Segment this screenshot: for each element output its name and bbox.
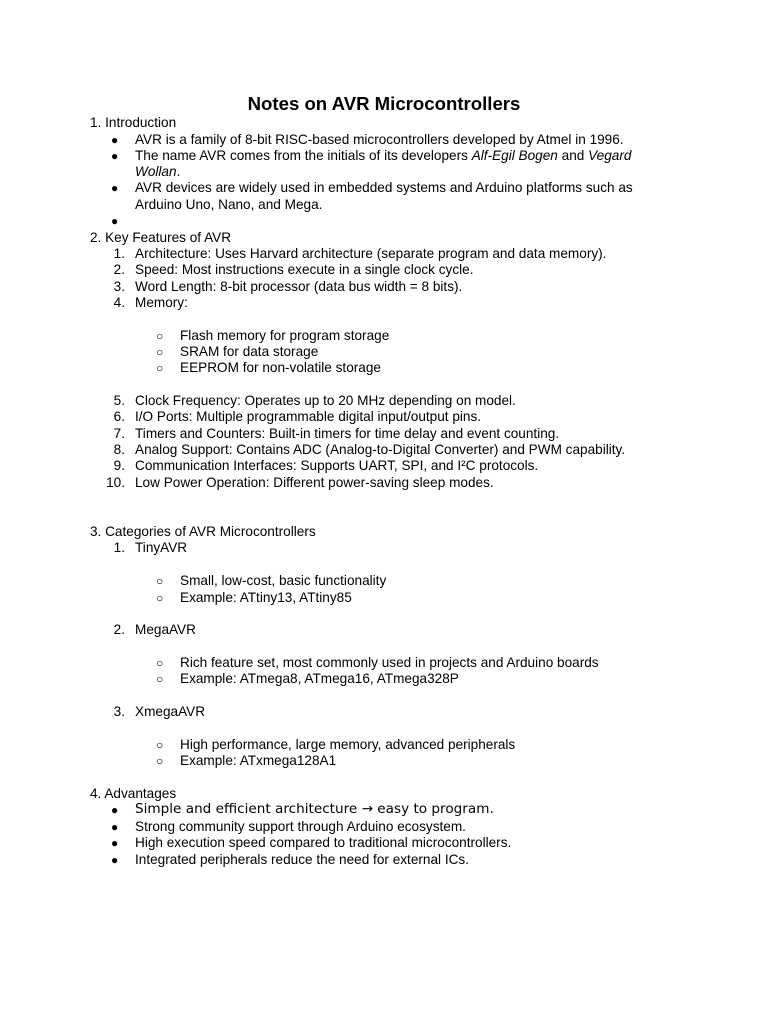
intro-bullet-text-cont: Arduino Uno, Nano, and Mega. — [135, 197, 323, 212]
feature-item: Word Length: 8-bit processor (data bus width = 8 bits). — [135, 279, 463, 294]
list-number: 5. — [113, 393, 125, 408]
bullet-icon: ● — [111, 836, 119, 850]
bullet-icon: ● — [111, 181, 119, 195]
section-heading-features: 2. Key Features of AVR — [90, 230, 232, 245]
category-detail: Example: ATxmega128A1 — [180, 753, 337, 768]
category-name: MegaAVR — [135, 622, 196, 637]
memory-item: Flash memory for program storage — [180, 328, 390, 343]
list-number: 2. — [113, 262, 125, 277]
intro-bullet-text: AVR is a family of 8-bit RISC-based microcontrollers developed by Atmel in 1996. — [135, 132, 624, 147]
page-title: Notes on AVR Microcontrollers — [247, 93, 521, 114]
category-detail: Small, low-cost, basic functionality — [180, 573, 387, 588]
category-detail: Example: ATtiny13, ATtiny85 — [180, 590, 352, 605]
category-detail: Rich feature set, most commonly used in projects and Arduino boards — [180, 655, 599, 670]
list-number: 1. — [113, 246, 125, 261]
circle-bullet-icon: ○ — [156, 656, 164, 670]
feature-item: Memory: — [135, 295, 188, 310]
feature-item: Speed: Most instructions execute in a single clock cycle. — [135, 262, 474, 277]
list-number: 4. — [113, 295, 125, 310]
bullet-icon: ● — [111, 133, 119, 147]
bullet-icon: ● — [111, 853, 119, 867]
list-number: 8. — [113, 442, 125, 457]
list-number: 6. — [113, 409, 125, 424]
circle-bullet-icon: ○ — [156, 361, 164, 375]
feature-item: Low Power Operation: Different power-saving sleep modes. — [135, 475, 494, 490]
section-heading-advantages: 4. Advantages — [90, 786, 177, 801]
category-name: XmegaAVR — [135, 704, 206, 719]
list-number: 10. — [106, 475, 125, 490]
memory-item: EEPROM for non-volatile storage — [180, 360, 381, 375]
category-name: TinyAVR — [135, 540, 188, 555]
list-number: 3. — [113, 704, 125, 719]
bullet-icon: ● — [111, 149, 119, 163]
intro-bullet-text-cont — [135, 164, 180, 180]
circle-bullet-icon: ○ — [156, 329, 164, 343]
circle-bullet-icon: ○ — [156, 738, 164, 752]
intro-b2-pre: The name AVR comes from the initials of its developers — [135, 148, 472, 163]
circle-bullet-icon: ○ — [156, 754, 164, 768]
intro-b2-end: . — [176, 164, 181, 179]
feature-item: Analog Support: Contains ADC (Analog-to-Digital Converter) and PWM capability. — [135, 442, 626, 457]
empty-bullet-icon: ● — [111, 214, 119, 228]
list-number: 7. — [113, 426, 125, 441]
advantage-item: High execution speed compared to traditional microcontrollers. — [135, 835, 512, 850]
list-number: 3. — [113, 279, 125, 294]
circle-bullet-icon: ○ — [156, 345, 164, 359]
advantage-item: Strong community support through Arduino ecosystem. — [135, 819, 466, 834]
circle-bullet-icon: ○ — [156, 574, 164, 588]
feature-item: Communication Interfaces: Supports UART, SPI, and I²C protocols. — [135, 458, 539, 473]
list-number: 2. — [113, 622, 125, 637]
memory-item: SRAM for data storage — [180, 344, 319, 359]
feature-item: Timers and Counters: Built-in timers for time delay and event counting. — [135, 426, 560, 441]
list-number: 9. — [113, 458, 125, 473]
category-detail: Example: ATmega8, ATmega16, ATmega328P — [180, 671, 459, 686]
circle-bullet-icon: ○ — [156, 672, 164, 686]
feature-item: Architecture: Uses Harvard architecture (separate program and data memory). — [135, 246, 607, 261]
developer-name-1: Alf-Egil Bogen — [471, 148, 558, 163]
feature-item: I/O Ports: Multiple programmable digital input/output pins. — [135, 409, 482, 424]
advantage-item: Integrated peripherals reduce the need for external ICs. — [135, 852, 470, 867]
intro-b2-mid: and — [557, 148, 589, 163]
advantage-item: Simple and efficient architecture → easy to program. — [135, 801, 494, 817]
developer-name-2b: Wollan — [135, 164, 177, 179]
intro-bullet-text: AVR devices are widely used in embedded systems and Arduino platforms such as — [135, 180, 633, 195]
section-heading-categories: 3. Categories of AVR Microcontrollers — [90, 524, 316, 539]
intro-bullet-text — [135, 148, 631, 164]
list-number: 1. — [113, 540, 125, 555]
bullet-icon: ● — [111, 803, 119, 817]
circle-bullet-icon: ○ — [156, 591, 164, 605]
developer-name-2a: Vegard — [588, 148, 632, 163]
bullet-icon: ● — [111, 820, 119, 834]
category-detail: High performance, large memory, advanced peripherals — [180, 737, 516, 752]
section-heading-introduction: 1. Introduction — [90, 115, 177, 130]
feature-item: Clock Frequency: Operates up to 20 MHz depending on model. — [135, 393, 516, 408]
